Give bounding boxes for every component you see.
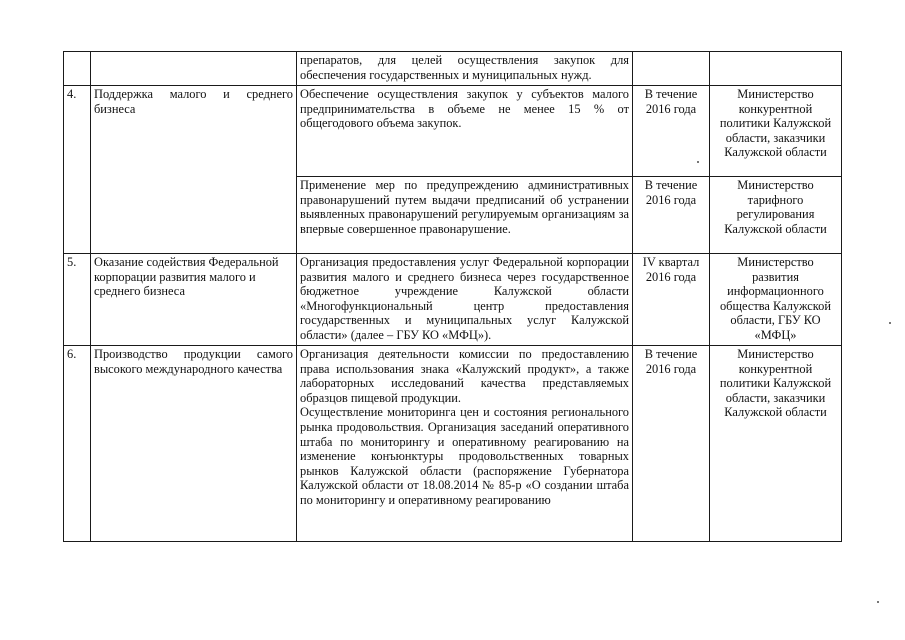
row-responsible: Министерство тарифного регулирования Калужской области (710, 177, 842, 254)
row-number (64, 52, 91, 86)
row-description: Применение мер по предупреждению административных правонарушений путем выдачи предписаний об устранении выявленных правонарушений регулируемым организациям за впервые совершенное правонарушение. (297, 177, 633, 254)
row-term: В течение 2016 года (633, 177, 710, 254)
row-description: Организация предоставления услуг Федеральной корпорации развития малого и среднего бизнеса через государственное бюджетное учреждение Калужской области «Многофункциональный центр предоставления государственных и муниципальных услуг Калужской области» (далее – ГБУ КО «МФЦ»). (297, 254, 633, 346)
row-number: 5. (64, 254, 91, 346)
row-responsible: Министерство конкурентной политики Калужской области, заказчики Калужской области (710, 86, 842, 177)
row-responsible: Министерство развития информационного общества Калужской области, ГБУ КО «МФЦ» (710, 254, 842, 346)
row-term: В течение 2016 года (633, 346, 710, 542)
row-number: 6. (64, 346, 91, 542)
table-row (64, 254, 842, 346)
row-term: В течение 2016 года (633, 86, 710, 177)
row-name: Производство продукции самого высокого международного качества (91, 346, 297, 542)
row-description: препаратов, для целей осуществления закупок для обеспечения государственных и муниципальных нужд. (297, 52, 633, 86)
table-row (64, 52, 842, 86)
row-description-part-1: Организация деятельности комиссии по предоставлению права использования знака «Калужский продукт», а также лабораторных исследований качества представляемых образцов пищевой продукции. (300, 347, 629, 405)
scan-speck (889, 322, 891, 324)
row-description: Обеспечение осуществления закупок у субъектов малого предпринимательства в объеме не менее 15 % от общегодового объема закупок. (297, 86, 633, 177)
row-term: IV квартал 2016 года (633, 254, 710, 346)
row-description (297, 346, 633, 542)
scan-speck (697, 161, 699, 163)
row-number: 4. (64, 86, 91, 254)
row-name: Оказание содействия Федеральной корпорации развития малого и среднего бизнеса (91, 254, 297, 346)
row-name: Поддержка малого и среднего бизнеса (91, 86, 297, 254)
row-responsible (710, 52, 842, 86)
row-term (633, 52, 710, 86)
row-name (91, 52, 297, 86)
row-responsible: Министерство конкурентной политики Калужской области, заказчики Калужской области (710, 346, 842, 542)
table-row (64, 86, 842, 177)
plan-table (63, 51, 842, 542)
table-row (64, 346, 842, 542)
row-description-part-2: Осуществление мониторинга цен и состояния регионального рынка продовольствия. Организация заседаний оперативного штаба по мониторингу и оперативному реагированию на изменение конъюнктуры продовольственных товарных рынков Калужской области (распоряжение Губернатора Калужской области от 18.08.2014 № 85-р «О создании штаба по мониторингу и оперативному реагированию (300, 405, 629, 507)
scan-speck (877, 601, 879, 603)
